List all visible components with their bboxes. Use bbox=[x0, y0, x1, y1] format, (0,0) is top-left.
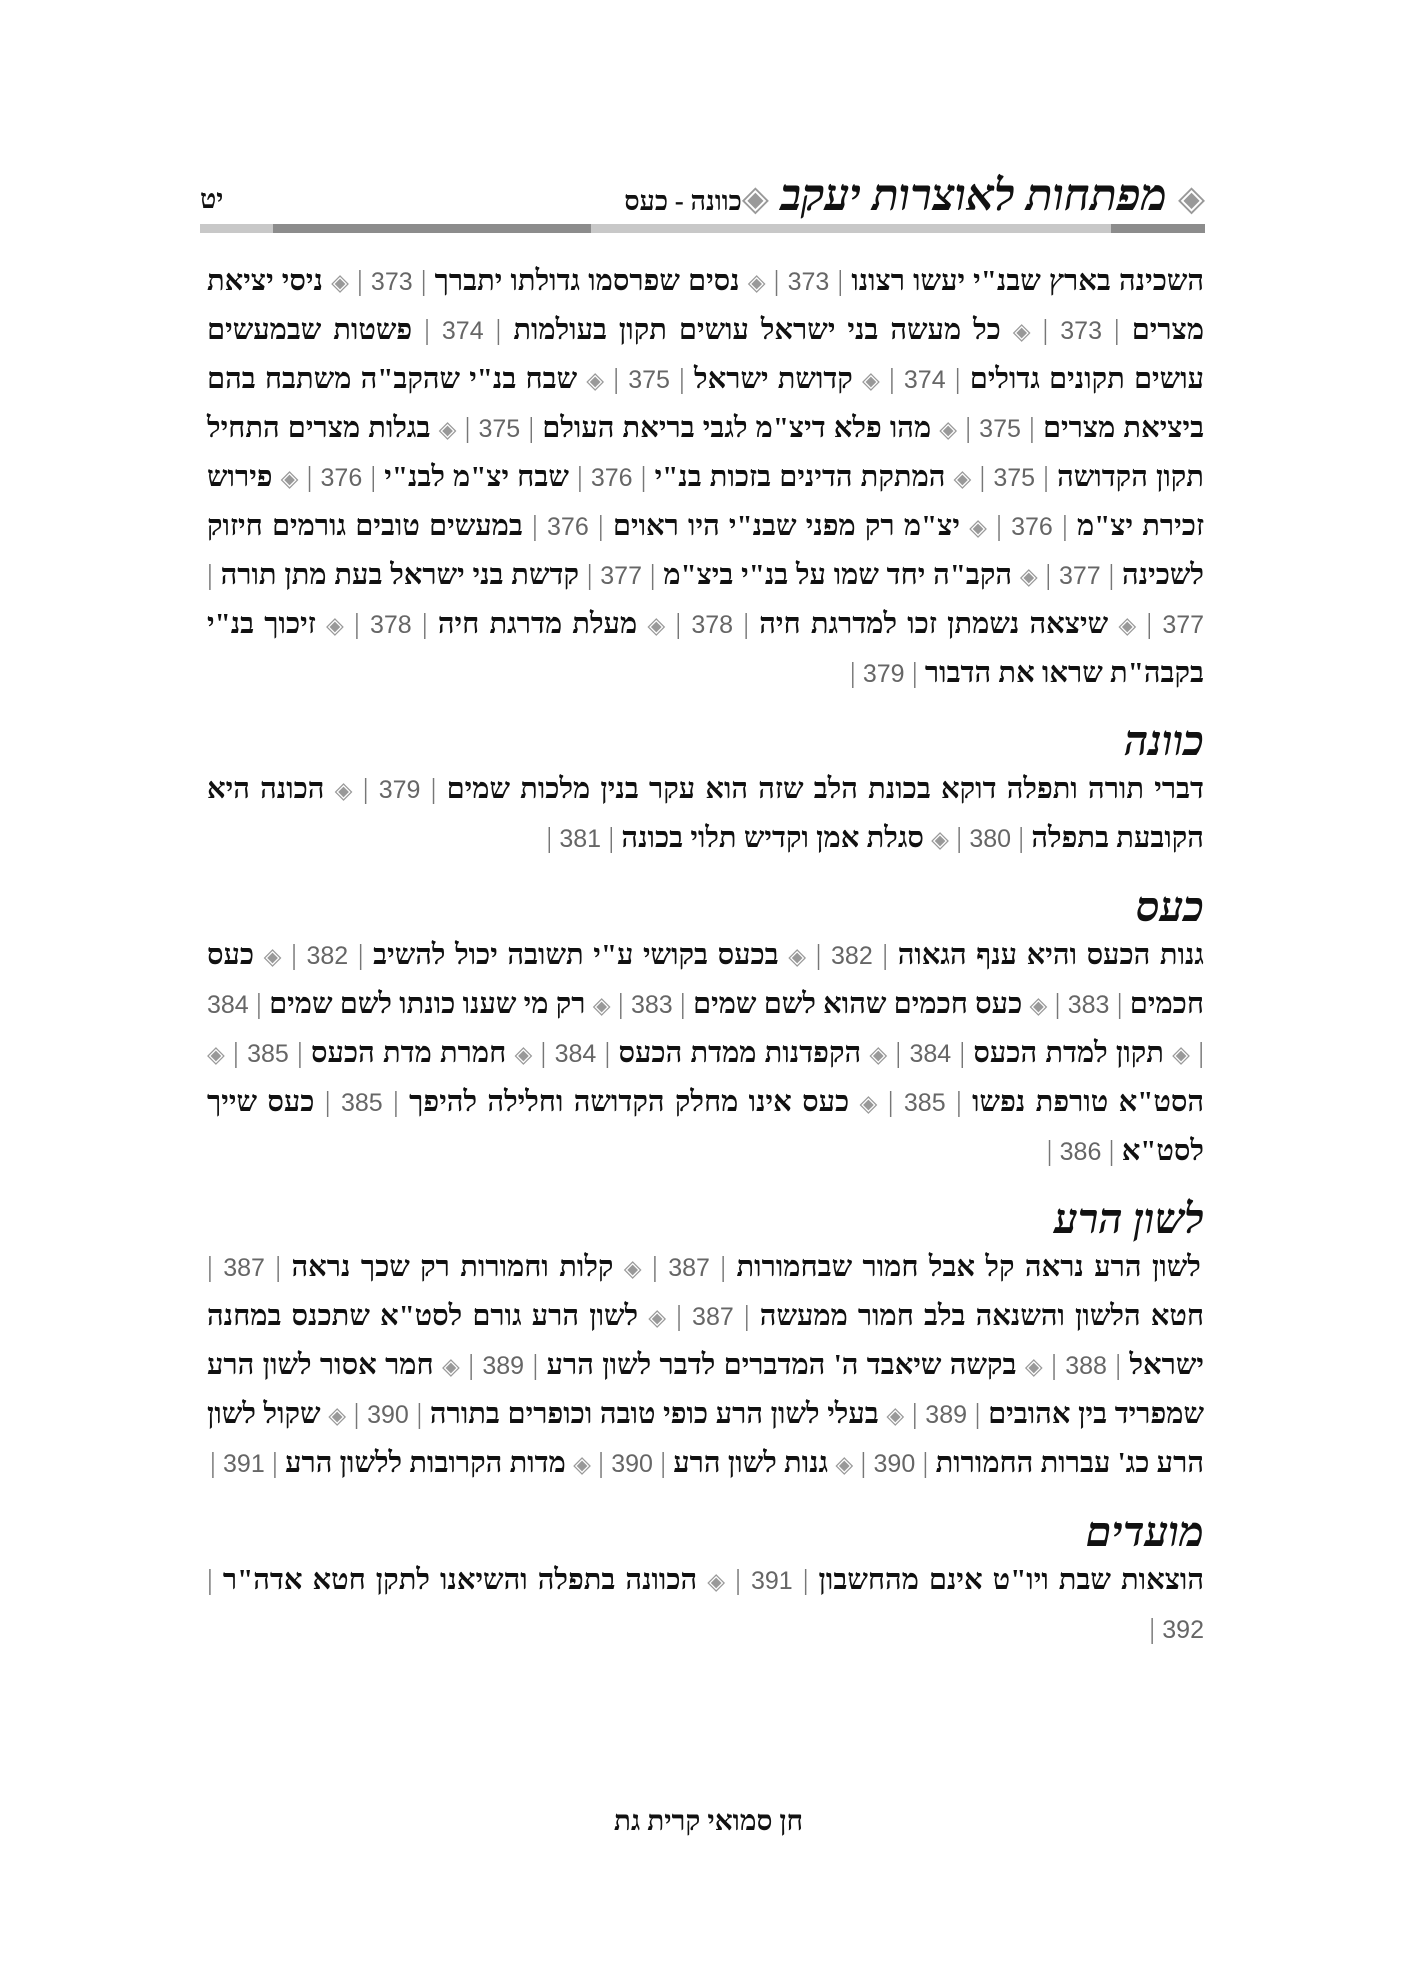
separator: | bbox=[986, 510, 1012, 542]
entry-title: כל מעשה בני ישראל עושים תקון בעולמות bbox=[513, 314, 1001, 346]
entry-title: סגלת אמן וקדיש תלוי בכונה bbox=[621, 822, 924, 854]
index-entry bbox=[611, 988, 1048, 1020]
index-entry bbox=[207, 1251, 642, 1283]
separator: | bbox=[1100, 559, 1122, 591]
index-entry bbox=[456, 412, 957, 444]
entry-page-number: 387 bbox=[668, 1254, 710, 1282]
index-entry bbox=[282, 939, 807, 971]
index-entry bbox=[725, 1564, 1204, 1596]
separator: | bbox=[1101, 1135, 1122, 1167]
index-entry bbox=[532, 1037, 887, 1069]
page-number: יט bbox=[200, 184, 224, 214]
entry-title: בעלי לשון הרע כופי טובה וכופרים בתורה bbox=[429, 1398, 879, 1430]
index-content bbox=[207, 258, 1204, 1654]
separator: | bbox=[709, 1251, 737, 1283]
separator: | bbox=[456, 412, 479, 444]
entry-page-number: 376 bbox=[547, 513, 589, 541]
separator: | bbox=[669, 363, 695, 395]
index-entry bbox=[665, 608, 1136, 640]
diamond-icon: ◈ bbox=[623, 1256, 642, 1282]
diamond-icon: ◈ bbox=[939, 417, 958, 443]
separator: | bbox=[524, 1349, 547, 1381]
separator: | bbox=[207, 1251, 224, 1283]
separator: | bbox=[298, 461, 321, 493]
entry-page-number: 378 bbox=[691, 611, 734, 639]
diamond-icon: ◈ bbox=[573, 1452, 591, 1478]
entry-page-number: 376 bbox=[1011, 513, 1053, 541]
entry-title: לשון הרע נראה קל אבל חמור שבחמורות bbox=[736, 1251, 1201, 1283]
entry-page-number: 382 bbox=[306, 942, 349, 970]
diamond-icon: ◈ bbox=[207, 1042, 225, 1068]
entry-title: ניסי יציאת מצרים bbox=[207, 265, 1205, 346]
separator: | bbox=[1030, 314, 1061, 346]
entry-title: הכוונה בתפלה והשיאנו לתקן חטא אדה"ר bbox=[222, 1564, 698, 1596]
diamond-icon: ◈ bbox=[741, 179, 769, 218]
diamond-icon: ◈ bbox=[1029, 993, 1048, 1019]
separator: | bbox=[872, 939, 898, 971]
entry-title: שיצאה נשמתן זכו למדרגת חיה bbox=[759, 608, 1109, 640]
separator: | bbox=[601, 822, 622, 854]
index-entry bbox=[346, 1398, 904, 1430]
index-entry bbox=[353, 773, 1204, 805]
separator: | bbox=[1011, 822, 1032, 854]
separator: | bbox=[945, 363, 970, 395]
entry-title: מדות הקרובות ללשון הרע bbox=[285, 1447, 566, 1479]
separator: | bbox=[642, 559, 664, 591]
diamond-icon: ◈ bbox=[1024, 1354, 1043, 1380]
entry-page-number: 385 bbox=[340, 1089, 383, 1117]
section-heading: מועדים bbox=[1085, 1510, 1204, 1556]
entry-page-number: 374 bbox=[903, 366, 946, 394]
entry-title: רק מי שענו כונתו לשם שמים bbox=[269, 988, 586, 1020]
separator: | bbox=[604, 363, 629, 395]
separator: | bbox=[408, 1398, 430, 1430]
separator: | bbox=[520, 412, 543, 444]
diamond-icon: ◈ bbox=[592, 993, 611, 1019]
separator: | bbox=[849, 657, 863, 689]
entry-title: בקשה שיאבד ה' המדברים לדבר לשון הרע bbox=[546, 1349, 1017, 1381]
entry-title: הקב"ה יחד שמו על בנ"י ביצ"מ bbox=[663, 559, 1013, 591]
entry-title: הוצאות שבת ויו"ט אינם מהחשבון bbox=[818, 1564, 1205, 1596]
separator: | bbox=[1190, 1037, 1205, 1069]
separator: | bbox=[1035, 461, 1058, 493]
separator: | bbox=[264, 1447, 286, 1479]
entry-page-number: 386 bbox=[1059, 1138, 1102, 1166]
separator: | bbox=[915, 1447, 936, 1479]
diamond-icon: ◈ bbox=[1172, 1042, 1191, 1068]
header-title bbox=[624, 170, 1205, 221]
separator: | bbox=[348, 265, 371, 297]
separator: | bbox=[420, 773, 447, 805]
header-rule bbox=[200, 224, 1205, 233]
entry-title: חמר אסור לשון הרע שמפריד בין אהובים bbox=[207, 1349, 1204, 1430]
section-heading: כוונה bbox=[1124, 719, 1204, 765]
entry-page-number: 385 bbox=[903, 1089, 946, 1117]
entry-title: יצ"מ רק מפני שבנ"י היו ראוים bbox=[612, 510, 960, 542]
entry-page-number: 374 bbox=[441, 317, 484, 345]
separator: | bbox=[632, 461, 655, 493]
index-entry bbox=[579, 559, 1038, 591]
separator: | bbox=[733, 1300, 760, 1332]
separator: | bbox=[1149, 1613, 1163, 1645]
entry-title: שבח יצ"מ לבנ"י bbox=[384, 461, 569, 493]
diamond-icon: ◈ bbox=[263, 944, 282, 970]
entry-page-number: 373 bbox=[1060, 317, 1102, 345]
index-entry bbox=[642, 1251, 1201, 1283]
entry-title: שקול לשון הרע כג' עברות החמורות bbox=[207, 1398, 1204, 1479]
diamond-icon: ◈ bbox=[334, 778, 353, 804]
index-entry bbox=[299, 461, 569, 493]
diamond-icon: ◈ bbox=[953, 466, 972, 492]
section-heading: כעס bbox=[1135, 885, 1204, 931]
entry-page-number: 387 bbox=[223, 1254, 265, 1282]
diamond-icon: ◈ bbox=[931, 827, 950, 853]
index-entry bbox=[604, 363, 880, 395]
separator: | bbox=[412, 265, 435, 297]
diamond-icon: ◈ bbox=[747, 270, 766, 296]
entry-page-number: 387 bbox=[692, 1303, 734, 1331]
separator: | bbox=[348, 939, 374, 971]
entry-title: מהו פלא דיצ"מ לגבי בריאת העולם bbox=[542, 412, 932, 444]
diamond-icon: ◈ bbox=[438, 417, 457, 443]
separator: | bbox=[596, 1037, 619, 1069]
separator: | bbox=[904, 657, 925, 689]
entry-title: פירוש זכירת יצ"מ bbox=[207, 461, 1205, 542]
separator: | bbox=[207, 559, 221, 591]
entry-title: בכעס בקושי ע"י תשובה יכול להשיב bbox=[373, 939, 779, 971]
separator: | bbox=[522, 510, 548, 542]
diamond-icon: ◈ bbox=[869, 1042, 888, 1068]
entry-page-number: 383 bbox=[1067, 991, 1110, 1019]
separator: | bbox=[829, 265, 852, 297]
diamond-icon: ◈ bbox=[280, 466, 299, 492]
index-entry bbox=[591, 1447, 853, 1479]
entry-title: קדושת ישראל bbox=[694, 363, 853, 395]
entry-page-number: 377 bbox=[1162, 611, 1205, 639]
entry-page-number: 375 bbox=[628, 366, 670, 394]
diamond-icon: ◈ bbox=[514, 1042, 533, 1068]
diamond-icon: ◈ bbox=[331, 270, 349, 296]
index-entry bbox=[569, 461, 972, 493]
separator: | bbox=[346, 1398, 368, 1430]
entry-page-number: 390 bbox=[611, 1450, 653, 1478]
separator: | bbox=[411, 608, 438, 640]
entry-title: דברי תורה ותפלה דוקא בכונת הלב שזה הוא עקר בנין מלכות שמים bbox=[446, 773, 1204, 805]
entry-page-number: 382 bbox=[831, 942, 873, 970]
entry-page-number: 391 bbox=[750, 1567, 793, 1595]
entry-page-number: 379 bbox=[862, 660, 905, 688]
separator: | bbox=[652, 1447, 674, 1479]
index-paragraph bbox=[207, 932, 1204, 1176]
entry-page-number: 375 bbox=[478, 415, 521, 443]
section-range: כוונה - כעס bbox=[624, 186, 742, 216]
diamond-icon: ◈ bbox=[835, 1452, 854, 1478]
separator: | bbox=[382, 1086, 410, 1118]
index-entry bbox=[344, 608, 665, 640]
entry-title: הקפדנות ממדת הכעס bbox=[618, 1037, 862, 1069]
separator: | bbox=[725, 1564, 751, 1596]
separator: | bbox=[568, 461, 591, 493]
separator: | bbox=[412, 314, 442, 346]
separator: | bbox=[288, 1037, 311, 1069]
diamond-icon: ◈ bbox=[859, 1091, 878, 1117]
index-paragraph bbox=[207, 1244, 1204, 1489]
entry-title: השכינה בארץ שבנ"י יעשו רצונו bbox=[851, 265, 1205, 297]
separator: | bbox=[546, 822, 560, 854]
separator: | bbox=[1102, 314, 1132, 346]
index-entry bbox=[412, 314, 1030, 346]
separator: | bbox=[224, 1037, 248, 1069]
separator: | bbox=[879, 363, 904, 395]
separator: | bbox=[578, 559, 601, 591]
separator: | bbox=[207, 1564, 223, 1596]
entry-title: זיכוך בנ"י בקבה"ת שראו את הדבור bbox=[207, 608, 1204, 689]
entry-title: גנות לשון הרע bbox=[673, 1447, 829, 1479]
index-entry bbox=[766, 265, 1205, 297]
entry-page-number: 388 bbox=[1065, 1352, 1107, 1380]
separator: | bbox=[853, 1447, 874, 1479]
separator: | bbox=[362, 461, 385, 493]
entry-title: קדשת בני ישראל בעת מתן תורה bbox=[220, 559, 579, 591]
index-paragraph bbox=[207, 766, 1204, 864]
diamond-icon: ◈ bbox=[442, 1354, 460, 1380]
entry-page-number: 383 bbox=[630, 991, 673, 1019]
separator: | bbox=[1109, 988, 1130, 1020]
diamond-icon: ◈ bbox=[886, 1403, 905, 1429]
entry-page-number: 376 bbox=[320, 464, 363, 492]
separator: | bbox=[1037, 559, 1059, 591]
diamond-icon: ◈ bbox=[861, 368, 880, 394]
separator: | bbox=[314, 1086, 341, 1118]
separator: | bbox=[945, 1086, 973, 1118]
separator: | bbox=[887, 1037, 910, 1069]
separator: | bbox=[532, 1037, 555, 1069]
separator: | bbox=[951, 1037, 974, 1069]
entry-title: המתקת הדינים בזכות בנ"י bbox=[654, 461, 946, 493]
entry-title: הכונה היא הקובעת בתפלה bbox=[207, 773, 1204, 854]
entry-title: חמרת מדת הכעס bbox=[311, 1037, 507, 1069]
section-heading: לשון הרע bbox=[1054, 1197, 1204, 1243]
index-paragraph bbox=[207, 258, 1204, 698]
entry-page-number: 376 bbox=[590, 464, 633, 492]
separator: | bbox=[248, 988, 270, 1020]
separator: | bbox=[1042, 1349, 1066, 1381]
index-entry bbox=[887, 1037, 1190, 1069]
index-entry bbox=[806, 939, 1204, 971]
separator: | bbox=[957, 412, 980, 444]
entry-title: כעס שייך לסט"א bbox=[207, 1086, 1204, 1167]
entry-page-number: 384 bbox=[554, 1040, 597, 1068]
entry-title: לשון הרע גורם לסט"א שתכנס במחנה ישראל bbox=[207, 1300, 1205, 1381]
entry-page-number: 380 bbox=[969, 825, 1012, 853]
entry-page-number: 384 bbox=[207, 991, 249, 1019]
separator: | bbox=[1106, 1349, 1130, 1381]
diamond-icon: ◈ bbox=[1177, 179, 1205, 218]
entry-title: מעלת מדרגת חיה bbox=[437, 608, 638, 640]
entry-title: קלות וחמורות רק שכך נראה bbox=[291, 1251, 614, 1283]
entry-page-number: 377 bbox=[600, 562, 642, 590]
entry-title: בגלות מצרים התחיל תקון הקדושה bbox=[207, 412, 1204, 493]
entry-title: כעס אינו מחלק הקדושה וחלילה להיפך bbox=[409, 1086, 850, 1118]
entry-page-number: 381 bbox=[559, 825, 602, 853]
entry-page-number: 375 bbox=[993, 464, 1036, 492]
entry-page-number: 389 bbox=[925, 1401, 968, 1429]
diamond-icon: ◈ bbox=[648, 1305, 667, 1331]
index-entry bbox=[210, 1447, 591, 1479]
diamond-icon: ◈ bbox=[969, 515, 987, 541]
separator: | bbox=[459, 1349, 483, 1381]
entry-page-number: 390 bbox=[367, 1401, 409, 1429]
entry-title: כעס חכמים bbox=[207, 939, 1205, 1020]
index-entry bbox=[546, 822, 949, 854]
entry-page-number: 377 bbox=[1058, 562, 1101, 590]
entry-page-number: 390 bbox=[873, 1450, 916, 1478]
separator: | bbox=[949, 822, 970, 854]
separator: | bbox=[281, 939, 307, 971]
entry-title: במעשים טובים גורמים חיזוק לשכינה bbox=[207, 510, 1204, 591]
separator: | bbox=[352, 773, 379, 805]
diamond-icon: ◈ bbox=[326, 613, 344, 639]
separator: | bbox=[971, 461, 994, 493]
running-header bbox=[200, 170, 1205, 220]
separator: | bbox=[967, 1398, 989, 1430]
entry-title: גנות הכעס והיא ענף הגאוה bbox=[897, 939, 1205, 971]
separator: | bbox=[1046, 1135, 1060, 1167]
index-entry bbox=[225, 1037, 533, 1069]
page-footer: חן סמואי קרית גת bbox=[613, 1806, 804, 1837]
diamond-icon: ◈ bbox=[1019, 564, 1038, 590]
separator: | bbox=[588, 510, 613, 542]
diamond-icon: ◈ bbox=[647, 613, 666, 639]
diamond-icon: ◈ bbox=[328, 1403, 347, 1429]
index-entry bbox=[666, 1300, 1204, 1332]
diamond-icon: ◈ bbox=[1118, 613, 1137, 639]
diamond-icon: ◈ bbox=[586, 368, 605, 394]
separator: | bbox=[792, 1564, 819, 1596]
separator: | bbox=[1047, 988, 1068, 1020]
entry-title: כעס חכמים שהוא לשם שמים bbox=[693, 988, 1023, 1020]
separator: | bbox=[483, 314, 514, 346]
index-entry bbox=[523, 510, 987, 542]
diamond-icon: ◈ bbox=[788, 944, 807, 970]
entry-title: פשטות שבמעשים עושים תקונים גדולים bbox=[207, 314, 1205, 395]
separator: | bbox=[343, 608, 370, 640]
entry-title: נסים שפרסמו גדולתו יתברך bbox=[434, 265, 740, 297]
separator: | bbox=[665, 608, 692, 640]
entry-page-number: 375 bbox=[979, 415, 1021, 443]
separator: | bbox=[641, 1251, 669, 1283]
book-title: מפתחות לאוצרות יעקב bbox=[779, 171, 1167, 220]
entry-title: שבח בנ"י שהקב"ה משתבח בהם ביציאת מצרים bbox=[207, 363, 1205, 444]
entry-page-number: 373 bbox=[787, 268, 830, 296]
entry-title: חטא הלשון והשנאה בלב חמור ממעשה bbox=[759, 1300, 1205, 1332]
entry-page-number: 385 bbox=[247, 1040, 289, 1068]
entry-page-number: 378 bbox=[370, 611, 412, 639]
separator: | bbox=[806, 939, 832, 971]
entry-page-number: 389 bbox=[482, 1352, 525, 1380]
separator: | bbox=[1020, 412, 1043, 444]
entry-page-number: 373 bbox=[370, 268, 413, 296]
separator: | bbox=[1136, 608, 1163, 640]
index-entry bbox=[314, 1086, 877, 1118]
separator: | bbox=[666, 1300, 693, 1332]
separator: | bbox=[209, 1447, 224, 1479]
separator: | bbox=[904, 1398, 926, 1430]
index-entry bbox=[349, 265, 766, 297]
separator: | bbox=[877, 1086, 904, 1118]
entry-page-number: 384 bbox=[909, 1040, 952, 1068]
index-paragraph bbox=[207, 1557, 1204, 1654]
diamond-icon: ◈ bbox=[1012, 319, 1031, 345]
entry-title: תקון למדת הכעס bbox=[973, 1037, 1164, 1069]
index-entry bbox=[460, 1349, 1043, 1381]
separator: | bbox=[590, 1447, 612, 1479]
entry-title: הסט"א טורפת נפשו bbox=[972, 1086, 1205, 1118]
entry-page-number: 392 bbox=[1162, 1616, 1204, 1644]
separator: | bbox=[264, 1251, 292, 1283]
separator: | bbox=[1052, 510, 1077, 542]
separator: | bbox=[733, 608, 760, 640]
entry-page-number: 379 bbox=[378, 776, 421, 804]
entry-page-number: 391 bbox=[223, 1450, 265, 1478]
separator: | bbox=[765, 265, 788, 297]
separator: | bbox=[610, 988, 631, 1020]
separator: | bbox=[672, 988, 694, 1020]
diamond-icon: ◈ bbox=[707, 1569, 726, 1595]
